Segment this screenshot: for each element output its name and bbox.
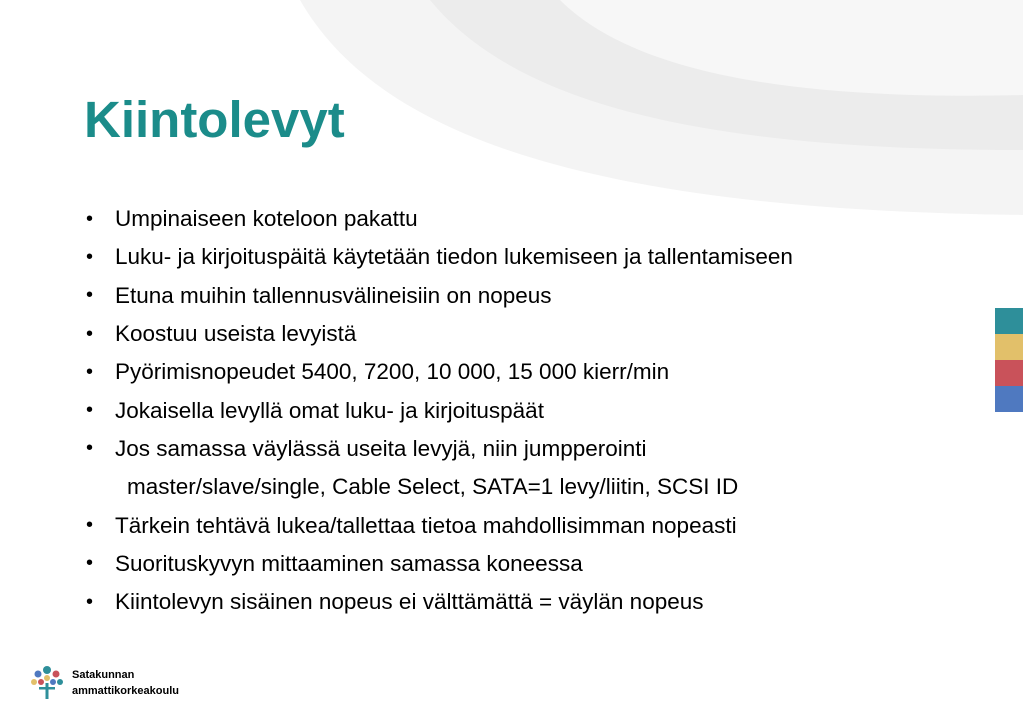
color-block-3 [995, 360, 1023, 386]
bullet-item [86, 277, 976, 315]
bullet-text: Pyörimisnopeudet 5400, 7200, 10 000, 15 000 kierr/min [115, 359, 670, 385]
color-block-2 [995, 334, 1023, 360]
bullet-text: Umpinaiseen koteloon pakattu [115, 206, 418, 232]
bullet-text: master/slave/single, Cable Select, SATA=1 levy/liitin, SCSI ID [127, 474, 739, 500]
logo [30, 665, 179, 701]
bullet-item [86, 506, 976, 544]
bullet-text: Koostuu useista levyistä [115, 321, 357, 347]
bullet-item [86, 545, 976, 583]
bullet-dot: • [86, 514, 94, 537]
bullet-text: Jos samassa väylässä useita levyjä, niin jumpperointi [115, 435, 647, 461]
bullet-dot: • [86, 245, 94, 268]
bullet-dot: • [86, 360, 94, 383]
bullet-dot: • [86, 437, 94, 460]
logo-text [72, 667, 179, 700]
logo-line-1: Satakunnan [72, 668, 135, 681]
bullet-text: Suorituskyvyn mittaaminen samassa koneessa [115, 550, 583, 576]
bullet-item [86, 200, 976, 238]
bullet-item [86, 391, 976, 429]
bullet-text: Etuna muihin tallennusvälineisiin on nopeus [115, 282, 552, 308]
bullet-continuation [86, 468, 976, 506]
bullet-dot: • [86, 590, 94, 613]
bullet-dot: • [86, 322, 94, 345]
tree-logo-icon [30, 665, 64, 701]
bullet-dot: • [86, 207, 94, 230]
bullet-item [86, 430, 976, 468]
bullet-list [86, 200, 976, 621]
bullet-text: Kiintolevyn sisäinen nopeus ei välttämättä = väylän nopeus [115, 589, 704, 615]
bullet-item [86, 583, 976, 621]
color-block-4 [995, 386, 1023, 412]
bullet-dot: • [86, 284, 94, 307]
bullet-text: Tärkein tehtävä lukea/tallettaa tietoa mahdollisimman nopeasti [115, 512, 737, 538]
color-blocks [995, 308, 1023, 412]
bullet-dot: • [86, 552, 94, 575]
bullet-item [86, 315, 976, 353]
bullet-dot: • [86, 399, 94, 422]
slide-title: Kiintolevyt [84, 91, 345, 148]
color-block-1 [995, 308, 1023, 334]
bullet-item [86, 353, 976, 391]
logo-line-2: ammattikorkeakoulu [72, 685, 179, 697]
bullet-item [86, 238, 976, 276]
bullet-text: Luku- ja kirjoituspäitä käytetään tiedon lukemiseen ja tallentamiseen [115, 244, 793, 270]
bullet-text: Jokaisella levyllä omat luku- ja kirjoituspäät [115, 397, 544, 423]
